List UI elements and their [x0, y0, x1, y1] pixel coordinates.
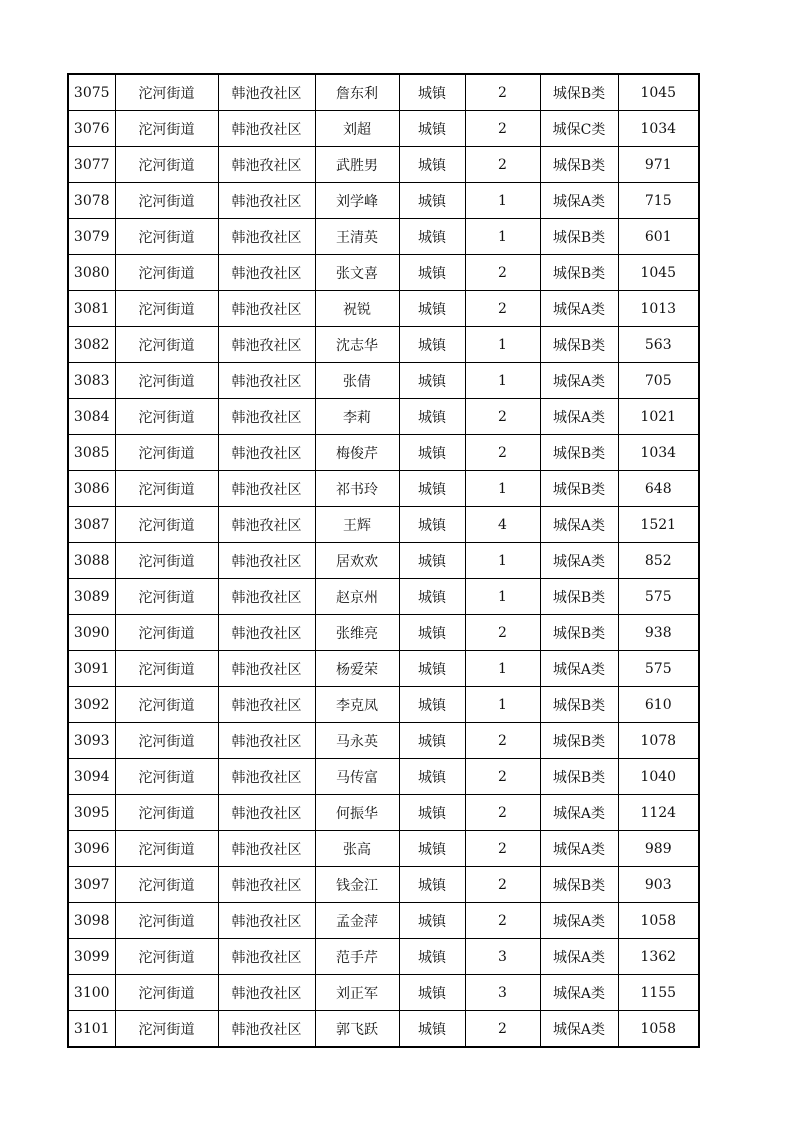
household-size-cell: 1 [465, 471, 540, 507]
area-type-cell: 城镇 [399, 795, 465, 831]
subdistrict-cell: 沱河街道 [115, 651, 218, 687]
table-row [68, 759, 699, 795]
name-cell: 武胜男 [315, 147, 399, 183]
subdistrict-cell: 沱河街道 [115, 975, 218, 1011]
row-number-cell: 3081 [68, 291, 115, 327]
row-number-cell: 3084 [68, 399, 115, 435]
community-cell: 韩池孜社区 [218, 687, 315, 723]
community-cell: 韩池孜社区 [218, 183, 315, 219]
subdistrict-cell: 沱河街道 [115, 939, 218, 975]
amount-cell: 601 [618, 219, 699, 255]
row-number-cell: 3098 [68, 903, 115, 939]
category-cell: 城保A类 [540, 183, 618, 219]
row-number-cell: 3078 [68, 183, 115, 219]
row-number-cell: 3101 [68, 1011, 115, 1048]
subdistrict-cell: 沱河街道 [115, 831, 218, 867]
subdistrict-cell: 沱河街道 [115, 255, 218, 291]
subdistrict-cell: 沱河街道 [115, 579, 218, 615]
subdistrict-cell: 沱河街道 [115, 759, 218, 795]
subdistrict-cell: 沱河街道 [115, 219, 218, 255]
area-type-cell: 城镇 [399, 1011, 465, 1048]
category-cell: 城保A类 [540, 507, 618, 543]
subdistrict-cell: 沱河街道 [115, 507, 218, 543]
name-cell: 何振华 [315, 795, 399, 831]
name-cell: 祝锐 [315, 291, 399, 327]
area-type-cell: 城镇 [399, 435, 465, 471]
amount-cell: 1155 [618, 975, 699, 1011]
household-size-cell: 2 [465, 147, 540, 183]
community-cell: 韩池孜社区 [218, 399, 315, 435]
row-number-cell: 3083 [68, 363, 115, 399]
household-size-cell: 2 [465, 795, 540, 831]
name-cell: 孟金萍 [315, 903, 399, 939]
subdistrict-cell: 沱河街道 [115, 183, 218, 219]
amount-cell: 715 [618, 183, 699, 219]
row-number-cell: 3097 [68, 867, 115, 903]
subdistrict-cell: 沱河街道 [115, 723, 218, 759]
area-type-cell: 城镇 [399, 543, 465, 579]
household-size-cell: 2 [465, 111, 540, 147]
name-cell: 张文喜 [315, 255, 399, 291]
amount-cell: 971 [618, 147, 699, 183]
household-size-cell: 4 [465, 507, 540, 543]
area-type-cell: 城镇 [399, 867, 465, 903]
row-number-cell: 3087 [68, 507, 115, 543]
amount-cell: 852 [618, 543, 699, 579]
name-cell: 范手芹 [315, 939, 399, 975]
table-row [68, 147, 699, 183]
community-cell: 韩池孜社区 [218, 939, 315, 975]
area-type-cell: 城镇 [399, 219, 465, 255]
amount-cell: 1124 [618, 795, 699, 831]
table-row [68, 867, 699, 903]
subdistrict-cell: 沱河街道 [115, 399, 218, 435]
table-row [68, 327, 699, 363]
row-number-cell: 3092 [68, 687, 115, 723]
category-cell: 城保B类 [540, 579, 618, 615]
household-size-cell: 1 [465, 183, 540, 219]
subdistrict-cell: 沱河街道 [115, 291, 218, 327]
category-cell: 城保A类 [540, 291, 618, 327]
area-type-cell: 城镇 [399, 579, 465, 615]
area-type-cell: 城镇 [399, 723, 465, 759]
household-size-cell: 2 [465, 867, 540, 903]
area-type-cell: 城镇 [399, 147, 465, 183]
amount-cell: 648 [618, 471, 699, 507]
name-cell: 刘学峰 [315, 183, 399, 219]
row-number-cell: 3075 [68, 74, 115, 111]
row-number-cell: 3096 [68, 831, 115, 867]
category-cell: 城保A类 [540, 975, 618, 1011]
category-cell: 城保A类 [540, 831, 618, 867]
row-number-cell: 3100 [68, 975, 115, 1011]
amount-cell: 1362 [618, 939, 699, 975]
subdistrict-cell: 沱河街道 [115, 435, 218, 471]
community-cell: 韩池孜社区 [218, 255, 315, 291]
household-size-cell: 1 [465, 687, 540, 723]
name-cell: 杨爱荣 [315, 651, 399, 687]
row-number-cell: 3093 [68, 723, 115, 759]
household-size-cell: 2 [465, 1011, 540, 1048]
table-row [68, 831, 699, 867]
subdistrict-cell: 沱河街道 [115, 147, 218, 183]
table-row [68, 795, 699, 831]
table-body [68, 74, 699, 1047]
community-cell: 韩池孜社区 [218, 219, 315, 255]
community-cell: 韩池孜社区 [218, 291, 315, 327]
category-cell: 城保B类 [540, 147, 618, 183]
amount-cell: 989 [618, 831, 699, 867]
area-type-cell: 城镇 [399, 399, 465, 435]
community-cell: 韩池孜社区 [218, 111, 315, 147]
area-type-cell: 城镇 [399, 291, 465, 327]
household-size-cell: 2 [465, 759, 540, 795]
row-number-cell: 3085 [68, 435, 115, 471]
household-size-cell: 1 [465, 651, 540, 687]
subdistrict-cell: 沱河街道 [115, 1011, 218, 1048]
category-cell: 城保A类 [540, 363, 618, 399]
household-size-cell: 3 [465, 975, 540, 1011]
row-number-cell: 3090 [68, 615, 115, 651]
name-cell: 祁书玲 [315, 471, 399, 507]
amount-cell: 575 [618, 651, 699, 687]
household-size-cell: 2 [465, 831, 540, 867]
category-cell: 城保B类 [540, 615, 618, 651]
amount-cell: 1013 [618, 291, 699, 327]
row-number-cell: 3086 [68, 471, 115, 507]
household-size-cell: 2 [465, 615, 540, 651]
subdistrict-cell: 沱河街道 [115, 867, 218, 903]
area-type-cell: 城镇 [399, 471, 465, 507]
community-cell: 韩池孜社区 [218, 795, 315, 831]
amount-cell: 1021 [618, 399, 699, 435]
amount-cell: 1034 [618, 435, 699, 471]
household-size-cell: 1 [465, 363, 540, 399]
allowance-table [67, 73, 700, 1048]
category-cell: 城保B类 [540, 687, 618, 723]
household-size-cell: 2 [465, 399, 540, 435]
name-cell: 梅俊芹 [315, 435, 399, 471]
category-cell: 城保B类 [540, 435, 618, 471]
table-row [68, 219, 699, 255]
amount-cell: 1058 [618, 1011, 699, 1048]
category-cell: 城保B类 [540, 74, 618, 111]
household-size-cell: 2 [465, 74, 540, 111]
community-cell: 韩池孜社区 [218, 1011, 315, 1048]
subdistrict-cell: 沱河街道 [115, 471, 218, 507]
household-size-cell: 1 [465, 327, 540, 363]
table-row [68, 255, 699, 291]
name-cell: 王清英 [315, 219, 399, 255]
table-row [68, 74, 699, 111]
table-row [68, 579, 699, 615]
row-number-cell: 3089 [68, 579, 115, 615]
amount-cell: 1058 [618, 903, 699, 939]
table-row [68, 543, 699, 579]
name-cell: 刘正军 [315, 975, 399, 1011]
community-cell: 韩池孜社区 [218, 147, 315, 183]
name-cell: 沈志华 [315, 327, 399, 363]
category-cell: 城保B类 [540, 255, 618, 291]
area-type-cell: 城镇 [399, 939, 465, 975]
amount-cell: 705 [618, 363, 699, 399]
category-cell: 城保B类 [540, 759, 618, 795]
name-cell: 詹东利 [315, 74, 399, 111]
amount-cell: 1045 [618, 255, 699, 291]
area-type-cell: 城镇 [399, 903, 465, 939]
amount-cell: 1040 [618, 759, 699, 795]
subdistrict-cell: 沱河街道 [115, 327, 218, 363]
community-cell: 韩池孜社区 [218, 723, 315, 759]
community-cell: 韩池孜社区 [218, 74, 315, 111]
name-cell: 张维亮 [315, 615, 399, 651]
category-cell: 城保B类 [540, 867, 618, 903]
area-type-cell: 城镇 [399, 651, 465, 687]
row-number-cell: 3091 [68, 651, 115, 687]
community-cell: 韩池孜社区 [218, 543, 315, 579]
household-size-cell: 2 [465, 723, 540, 759]
name-cell: 李莉 [315, 399, 399, 435]
category-cell: 城保A类 [540, 1011, 618, 1048]
name-cell: 马传富 [315, 759, 399, 795]
household-size-cell: 1 [465, 543, 540, 579]
household-size-cell: 2 [465, 255, 540, 291]
name-cell: 赵京州 [315, 579, 399, 615]
amount-cell: 1034 [618, 111, 699, 147]
area-type-cell: 城镇 [399, 975, 465, 1011]
area-type-cell: 城镇 [399, 687, 465, 723]
area-type-cell: 城镇 [399, 507, 465, 543]
community-cell: 韩池孜社区 [218, 759, 315, 795]
area-type-cell: 城镇 [399, 831, 465, 867]
area-type-cell: 城镇 [399, 74, 465, 111]
name-cell: 王辉 [315, 507, 399, 543]
category-cell: 城保A类 [540, 543, 618, 579]
table-row [68, 471, 699, 507]
category-cell: 城保B类 [540, 723, 618, 759]
table-row [68, 723, 699, 759]
amount-cell: 1045 [618, 74, 699, 111]
amount-cell: 1521 [618, 507, 699, 543]
household-size-cell: 2 [465, 435, 540, 471]
table-row [68, 687, 699, 723]
category-cell: 城保A类 [540, 795, 618, 831]
row-number-cell: 3099 [68, 939, 115, 975]
row-number-cell: 3079 [68, 219, 115, 255]
area-type-cell: 城镇 [399, 255, 465, 291]
community-cell: 韩池孜社区 [218, 651, 315, 687]
name-cell: 钱金江 [315, 867, 399, 903]
name-cell: 张倩 [315, 363, 399, 399]
community-cell: 韩池孜社区 [218, 507, 315, 543]
name-cell: 李克凤 [315, 687, 399, 723]
community-cell: 韩池孜社区 [218, 363, 315, 399]
subdistrict-cell: 沱河街道 [115, 903, 218, 939]
community-cell: 韩池孜社区 [218, 867, 315, 903]
amount-cell: 575 [618, 579, 699, 615]
row-number-cell: 3076 [68, 111, 115, 147]
subdistrict-cell: 沱河街道 [115, 687, 218, 723]
subdistrict-cell: 沱河街道 [115, 795, 218, 831]
community-cell: 韩池孜社区 [218, 831, 315, 867]
category-cell: 城保B类 [540, 219, 618, 255]
table-row [68, 1011, 699, 1048]
category-cell: 城保A类 [540, 399, 618, 435]
table-row [68, 399, 699, 435]
household-size-cell: 1 [465, 579, 540, 615]
community-cell: 韩池孜社区 [218, 579, 315, 615]
table-row [68, 651, 699, 687]
community-cell: 韩池孜社区 [218, 903, 315, 939]
area-type-cell: 城镇 [399, 111, 465, 147]
community-cell: 韩池孜社区 [218, 435, 315, 471]
amount-cell: 903 [618, 867, 699, 903]
category-cell: 城保B类 [540, 327, 618, 363]
table-row [68, 615, 699, 651]
community-cell: 韩池孜社区 [218, 975, 315, 1011]
subdistrict-cell: 沱河街道 [115, 74, 218, 111]
name-cell: 郭飞跃 [315, 1011, 399, 1048]
row-number-cell: 3082 [68, 327, 115, 363]
area-type-cell: 城镇 [399, 183, 465, 219]
subdistrict-cell: 沱河街道 [115, 111, 218, 147]
category-cell: 城保A类 [540, 651, 618, 687]
area-type-cell: 城镇 [399, 327, 465, 363]
amount-cell: 563 [618, 327, 699, 363]
category-cell: 城保B类 [540, 471, 618, 507]
household-size-cell: 1 [465, 219, 540, 255]
subdistrict-cell: 沱河街道 [115, 615, 218, 651]
household-size-cell: 2 [465, 903, 540, 939]
row-number-cell: 3077 [68, 147, 115, 183]
community-cell: 韩池孜社区 [218, 615, 315, 651]
row-number-cell: 3095 [68, 795, 115, 831]
community-cell: 韩池孜社区 [218, 327, 315, 363]
row-number-cell: 3088 [68, 543, 115, 579]
category-cell: 城保A类 [540, 939, 618, 975]
amount-cell: 610 [618, 687, 699, 723]
table-row [68, 903, 699, 939]
table-row [68, 183, 699, 219]
table-row [68, 111, 699, 147]
household-size-cell: 2 [465, 291, 540, 327]
category-cell: 城保A类 [540, 903, 618, 939]
table-row [68, 363, 699, 399]
name-cell: 马永英 [315, 723, 399, 759]
area-type-cell: 城镇 [399, 759, 465, 795]
amount-cell: 1078 [618, 723, 699, 759]
category-cell: 城保C类 [540, 111, 618, 147]
household-size-cell: 3 [465, 939, 540, 975]
table-row [68, 939, 699, 975]
community-cell: 韩池孜社区 [218, 471, 315, 507]
amount-cell: 938 [618, 615, 699, 651]
subdistrict-cell: 沱河街道 [115, 363, 218, 399]
subdistrict-cell: 沱河街道 [115, 543, 218, 579]
name-cell: 居欢欢 [315, 543, 399, 579]
table-row [68, 291, 699, 327]
row-number-cell: 3094 [68, 759, 115, 795]
area-type-cell: 城镇 [399, 363, 465, 399]
table-row [68, 975, 699, 1011]
table-row [68, 435, 699, 471]
row-number-cell: 3080 [68, 255, 115, 291]
area-type-cell: 城镇 [399, 615, 465, 651]
name-cell: 刘超 [315, 111, 399, 147]
name-cell: 张高 [315, 831, 399, 867]
table-row [68, 507, 699, 543]
